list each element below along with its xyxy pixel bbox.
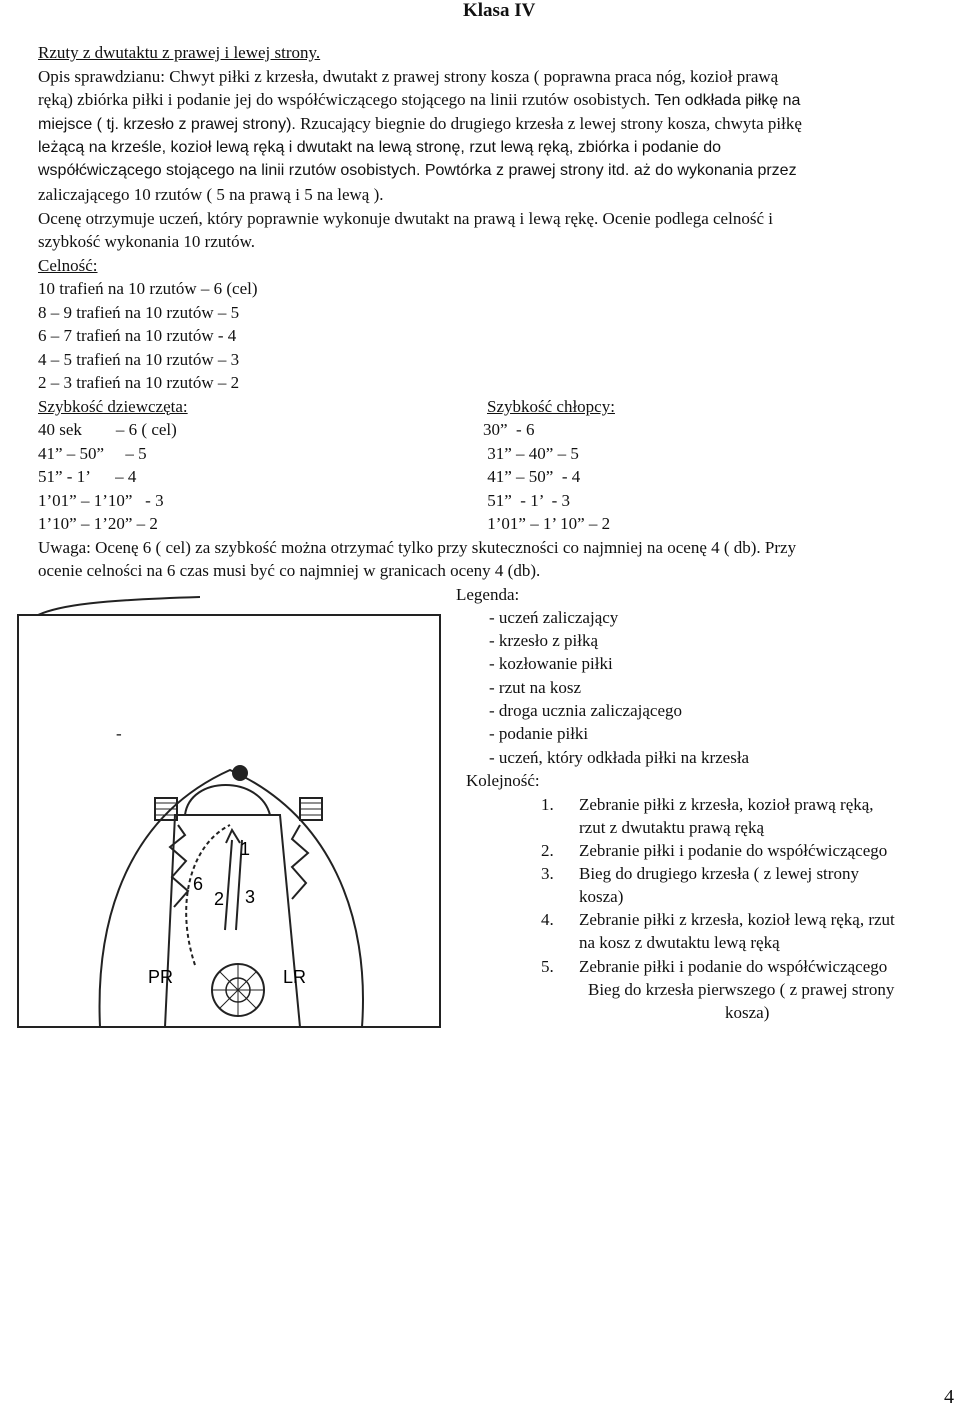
- description-line: szybkość wykonania 10 rzutów.: [38, 232, 256, 251]
- legend-item: - droga ucznia zaliczającego: [489, 701, 683, 720]
- legend-item: - uczeń, który odkłada piłki na krzesła: [489, 748, 750, 767]
- path-number-3: 3: [245, 887, 256, 907]
- speed-boys-row: 51” - 1’ - 3: [483, 491, 571, 510]
- description-text: Ten odkłada piłkę na: [654, 92, 801, 109]
- order-item-text: Bieg do drugiego krzesła ( z lewej strony: [579, 864, 859, 883]
- legend-item: - kozłowanie piłki: [489, 654, 613, 673]
- stray-dash: -: [116, 724, 122, 743]
- order-item-text: Zebranie piłki z krzesła, kozioł lewą ręką, rzut: [579, 910, 895, 929]
- accuracy-row: 2 – 3 trafień na 10 rzutów – 2: [38, 373, 240, 392]
- description-line: Opis sprawdzianu: Chwyt piłki z krzesła, dwutakt z prawej strony kosza ( poprawna praca nóg, kozioł prawą: [38, 67, 779, 86]
- description-text: miejsce ( tj. krzesło z prawej strony).: [38, 116, 296, 133]
- legend-item: - krzesło z piłką: [489, 631, 599, 650]
- three-point-arc: [100, 770, 363, 1027]
- accuracy-row: 10 trafień na 10 rzutów – 6 (cel): [38, 279, 258, 298]
- accuracy-label: Celność:: [38, 256, 98, 275]
- legend-item: - rzut na kosz: [489, 678, 582, 697]
- label-lr: LR: [283, 967, 307, 987]
- legend-item: - uczeń zaliczający: [489, 608, 619, 627]
- speed-boys-label: Szybkość chłopcy:: [487, 397, 615, 416]
- note-line: ocenie celności na 6 czas musi być co najmniej w granicach oceny 4 (db).: [38, 561, 541, 580]
- page-number: 4: [944, 1386, 954, 1408]
- order-item-text: Zebranie piłki z krzesła, kozioł prawą ręką,: [579, 795, 874, 814]
- order-title: Kolejność:: [466, 771, 540, 790]
- description-line: współćwiczącego stojącego na linii rzutów osobistych. Powtórka z prawej strony itd. aż do wykonania przez: [38, 162, 797, 179]
- speed-girls-row: 1’10” – 1’20” – 2: [38, 514, 158, 533]
- legend-title: Legenda:: [456, 585, 520, 604]
- order-number: 3.: [541, 864, 554, 883]
- path-number-6: 6: [193, 874, 204, 894]
- speed-girls-row: 51” - 1’ – 4: [38, 467, 137, 486]
- description-text: ręką) zbiórka piłki i podanie jej do współćwiczącego stojącego na linii rzutów osobistych.: [38, 90, 651, 109]
- speed-girls-row: 1’01” – 1’10” - 3: [38, 491, 164, 510]
- test-heading: Rzuty z dwutaktu z prawej i lewej strony.: [38, 43, 321, 62]
- order-number: 4.: [541, 910, 554, 929]
- note-line: Uwaga: Ocenę 6 ( cel) za szybkość można otrzymać tylko przy skuteczności co najmniej na ocenę 4 ( db). Przy: [38, 538, 797, 557]
- chair-with-ball-left-icon: [155, 798, 177, 820]
- chair-with-ball-right-icon: [300, 798, 322, 820]
- free-throw-arc: [185, 785, 270, 815]
- order-tail-text: Bieg do krzesła pierwszego ( z prawej strony: [588, 980, 895, 999]
- description-text: Rzucający biegnie do drugiego krzesła z lewej strony kosza, chwyta piłkę: [300, 114, 802, 133]
- speed-boys-row: 1’01” – 1’ 10” – 2: [483, 514, 611, 533]
- class-title: Klasa IV: [463, 0, 536, 21]
- order-item-text: Zebranie piłki i podanie do współćwiczącego: [579, 957, 888, 976]
- path-number-2: 2: [214, 889, 225, 909]
- speed-girls-label: Szybkość dziewczęta:: [38, 397, 188, 416]
- order-item-text: kosza): [579, 887, 624, 906]
- speed-girls-row: 41” – 50” – 5: [38, 444, 147, 463]
- order-tail-text: kosza): [725, 1003, 770, 1022]
- accuracy-row: 4 – 5 trafień na 10 rzutów – 3: [38, 350, 240, 369]
- description-line: [38, 89, 800, 112]
- description-line: zaliczającego 10 rzutów ( 5 na prawą i 5 na lewą ).: [38, 185, 384, 204]
- accuracy-row: 8 – 9 trafień na 10 rzutów – 5: [38, 303, 240, 322]
- label-pr: PR: [148, 967, 174, 987]
- court-sketch-line: [38, 597, 200, 615]
- order-number: 2.: [541, 841, 554, 860]
- description-line: [38, 113, 802, 136]
- speed-boys-row: 41” – 50” - 4: [483, 467, 581, 486]
- order-item-text: Zebranie piłki i podanie do współćwiczącego: [579, 841, 888, 860]
- speed-girls-row: 40 sek – 6 ( cel): [38, 420, 177, 439]
- order-item-text: rzut z dwutaktu prawą ręką: [579, 818, 765, 837]
- order-number: 1.: [541, 795, 554, 814]
- order-number: 5.: [541, 957, 554, 976]
- court-diagram: [0, 585, 460, 1030]
- dribble-zigzag-right-icon: [292, 825, 308, 899]
- path-number-1: 1: [240, 839, 251, 859]
- accuracy-row: 6 – 7 trafień na 10 rzutów - 4: [38, 326, 237, 345]
- description-line: leżącą na krześle, kozioł lewą ręką i dwutakt na lewą stronę, rzut lewą ręką, zbiórka i podanie do: [38, 139, 722, 156]
- order-item-text: na kosz z dwutaktu lewą ręką: [579, 933, 780, 952]
- description-line: Ocenę otrzymuje uczeń, który poprawnie wykonuje dwutakt na prawą i lewą rękę. Ocenie podlega celność i: [38, 209, 773, 228]
- speed-boys-row: 31” – 40” – 5: [483, 444, 579, 463]
- student-waiting-icon: [232, 765, 248, 781]
- basketball-icon: [212, 964, 264, 1016]
- legend-item: - podanie piłki: [489, 724, 589, 743]
- speed-boys-row: 30” - 6: [483, 420, 535, 439]
